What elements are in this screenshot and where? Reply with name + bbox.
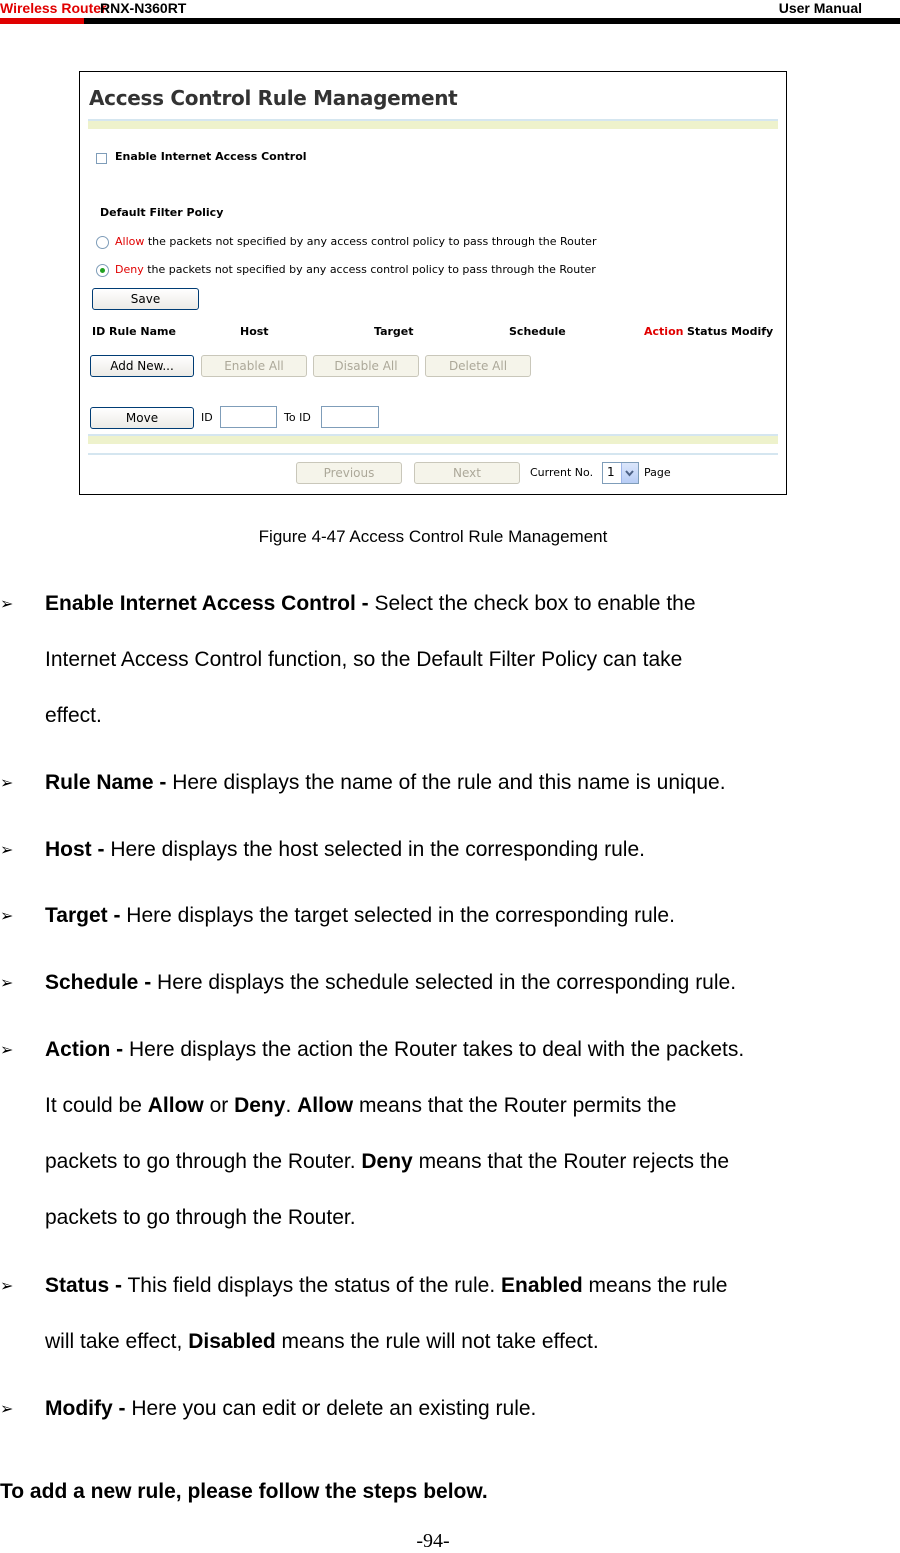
bullet-icon: ➢ <box>0 1401 14 1418</box>
title-divider <box>88 119 778 129</box>
screenshot-title: Access Control Rule Management <box>89 86 458 110</box>
move-button[interactable]: Move <box>90 407 194 429</box>
header-model: RNX-N360RT <box>100 0 187 16</box>
item-action: Action - Here displays the action the Router takes to deal with the packets. It could be Allow or Deny. Allow means that the Router permits the packets to go through the Router. Deny means that the Router rejects the packets to go through the Router. <box>45 1038 745 1229</box>
bullet-icon: ➢ <box>0 1278 14 1295</box>
header-manual: User Manual <box>778 0 862 16</box>
add-new-button[interactable]: Add New... <box>90 355 194 377</box>
access-control-screenshot <box>79 71 787 495</box>
bullet-icon: ➢ <box>0 1042 14 1059</box>
footer-divider <box>88 434 778 444</box>
to-id-input[interactable] <box>321 406 379 428</box>
column-status-modify: Status Modify <box>687 325 774 338</box>
allow-policy-radio[interactable] <box>96 236 109 249</box>
footer-line <box>88 453 778 455</box>
current-no-label: Current No. <box>530 466 594 479</box>
enable-all-button[interactable]: Enable All <box>201 355 307 377</box>
deny-policy-radio[interactable] <box>96 264 109 277</box>
item-host: Host - Here displays the host selected in the corresponding rule. <box>45 838 645 861</box>
column-host: Host <box>240 325 269 338</box>
page-number: -94- <box>416 1530 450 1552</box>
header-bar <box>84 18 900 24</box>
default-filter-policy-heading: Default Filter Policy <box>100 206 224 219</box>
bullet-icon: ➢ <box>0 596 14 613</box>
enable-access-control-checkbox[interactable] <box>96 153 107 164</box>
bullet-icon: ➢ <box>0 908 14 925</box>
page-label: Page <box>644 466 671 479</box>
save-button[interactable]: Save <box>92 288 199 310</box>
to-id-label: To ID <box>284 411 311 424</box>
bullet-icon: ➢ <box>0 975 14 992</box>
item-target: Target - Here displays the target selected in the corresponding rule. <box>45 904 675 927</box>
item-rule-name: Rule Name - Here displays the name of the rule and this name is unique. <box>45 771 726 794</box>
column-target: Target <box>374 325 414 338</box>
steps-heading: To add a new rule, please follow the steps below. <box>0 1480 488 1503</box>
previous-button[interactable]: Previous <box>296 462 402 484</box>
bullet-icon: ➢ <box>0 775 14 792</box>
item-schedule: Schedule - Here displays the schedule selected in the corresponding rule. <box>45 971 737 994</box>
item-modify: Modify - Here you can edit or delete an existing rule. <box>45 1397 537 1420</box>
id-label: ID <box>201 411 213 424</box>
column-id-rule-name: ID Rule Name <box>92 325 176 338</box>
page-select-value: 1 <box>607 465 615 479</box>
item-status: Status - This field displays the status of the rule. Enabled means the rule will take effect, Disabled means the rule will not take effect. <box>45 1274 728 1353</box>
deny-policy-label: Deny the packets not specified by any access control policy to pass through the Router <box>115 263 596 276</box>
bullet-icon: ➢ <box>0 842 14 859</box>
page-select[interactable] <box>602 462 639 484</box>
id-input[interactable] <box>220 406 277 428</box>
delete-all-button[interactable]: Delete All <box>425 355 531 377</box>
page-header <box>0 0 900 26</box>
header-brand: Wireless Router <box>0 0 107 16</box>
allow-policy-label: Allow the packets not specified by any access control policy to pass through the Router <box>115 235 597 248</box>
item-enable-internet-access-control: Enable Internet Access Control - Select the check box to enable the Internet Access Control function, so the Default Filter Policy can take effect. <box>45 592 696 727</box>
chevron-down-icon <box>621 463 638 483</box>
figure-caption: Figure 4-47 Access Control Rule Management <box>258 527 608 546</box>
header-bar-accent <box>0 18 84 24</box>
column-action: Action <box>644 325 684 338</box>
next-button[interactable]: Next <box>414 462 520 484</box>
column-schedule: Schedule <box>509 325 566 338</box>
enable-access-control-label: Enable Internet Access Control <box>115 150 307 163</box>
disable-all-button[interactable]: Disable All <box>313 355 419 377</box>
